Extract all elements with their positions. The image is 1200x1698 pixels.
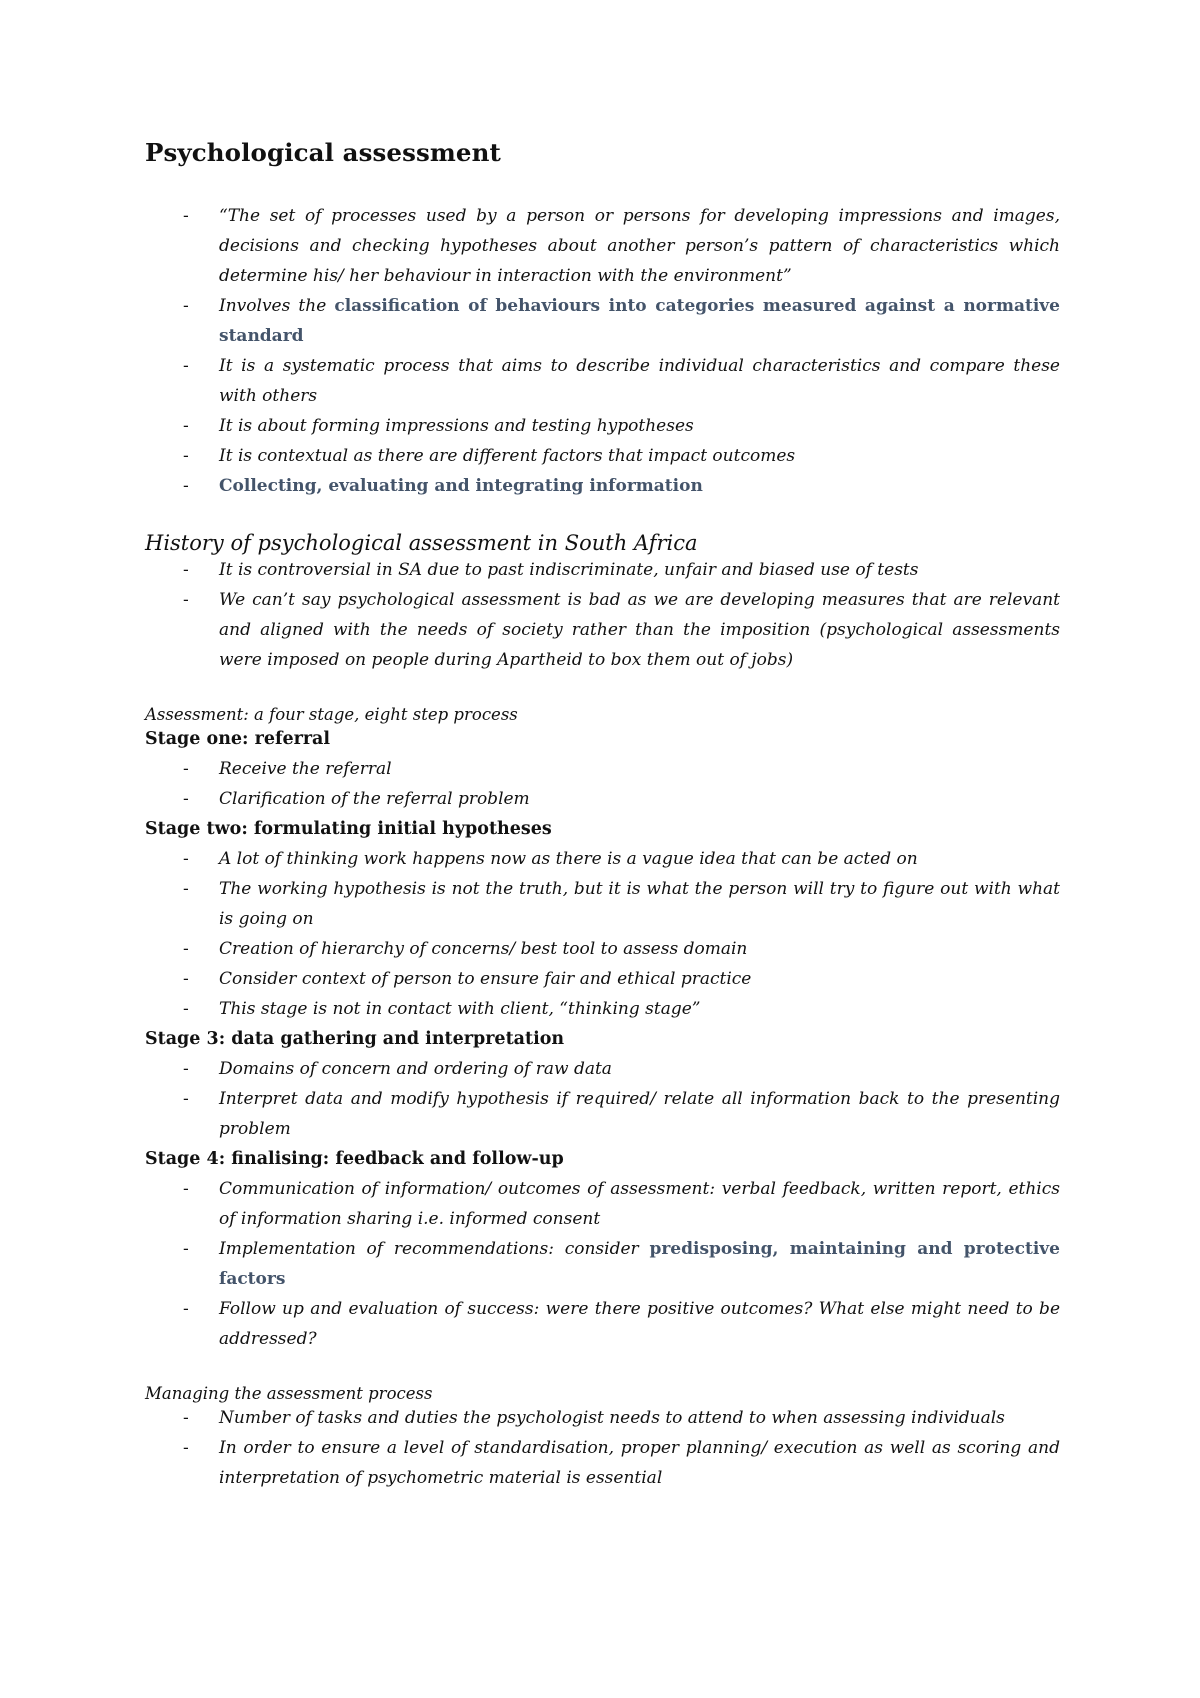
list-item: - Follow up and evaluation of success: were there positive outcomes? What else might need to be addressed?	[183, 1299, 1060, 1349]
section-heading-process: Assessment: a four stage, eight step process	[145, 705, 518, 724]
list-item: - Receive the referral	[183, 759, 392, 779]
managing-list	[145, 1403, 1060, 1493]
highlighted-text: predisposing, maintaining and protective factors	[219, 1239, 1060, 1289]
list-item: - It is a systematic process that aims to describe individual characteristics and compare these with others	[183, 356, 1060, 406]
highlighted-text: Collecting, evaluating and integrating information	[219, 476, 703, 496]
list-item: - Implementation of recommendations: consider predisposing, maintaining and protective factors	[183, 1239, 1060, 1289]
list-item: - “The set of processes used by a person or persons for developing impressions and images, decisions and checking hypotheses about another person’s pattern of characteristics which determine his/ her behaviour in interaction with the environment”	[183, 206, 1060, 286]
stage-four-list	[145, 1174, 1060, 1354]
stage-two-list	[145, 844, 1060, 1024]
section-heading-history: History of psychological assessment in South Africa	[145, 531, 698, 555]
page-title: Psychological assessment	[145, 138, 501, 167]
section-heading-managing: Managing the assessment process	[145, 1384, 433, 1403]
list-item: - Clarification of the referral problem	[183, 789, 530, 809]
stage-three-heading: Stage 3: data gathering and interpretation	[145, 1029, 565, 1049]
list-item: - It is contextual as there are different factors that impact outcomes	[183, 446, 796, 466]
list-item: - Domains of concern and ordering of raw data	[183, 1059, 612, 1079]
list-item: - Communication of information/ outcomes of assessment: verbal feedback, written report, ethics of information sharing i.e. informed consent	[183, 1179, 1060, 1229]
list-item: - Collecting, evaluating and integrating information	[183, 476, 703, 496]
stage-one-list	[145, 754, 1060, 814]
intro-list	[145, 201, 1060, 501]
list-item: - It is controversial in SA due to past indiscriminate, unfair and biased use of tests	[183, 560, 919, 580]
stage-two-heading: Stage two: formulating initial hypotheses	[145, 819, 552, 839]
highlighted-text: classification of behaviours into categories measured against a normative standard	[219, 296, 1060, 346]
list-item: - A lot of thinking work happens now as there is a vague idea that can be acted on	[183, 849, 918, 869]
list-item: - Involves the classification of behaviours into categories measured against a normative standard	[183, 296, 1060, 346]
list-item: - It is about forming impressions and testing hypotheses	[183, 416, 694, 436]
list-item: - Interpret data and modify hypothesis if required/ relate all information back to the presenting problem	[183, 1089, 1060, 1139]
list-item: - This stage is not in contact with client, “thinking stage”	[183, 999, 701, 1019]
document-page	[145, 138, 1060, 1493]
stage-three-list	[145, 1054, 1060, 1144]
list-item: - Creation of hierarchy of concerns/ best tool to assess domain	[183, 939, 748, 959]
list-item: - In order to ensure a level of standardisation, proper planning/ execution as well as scoring and interpretation of psychometric material is essential	[183, 1438, 1060, 1488]
list-item: - Consider context of person to ensure fair and ethical practice	[183, 969, 752, 989]
list-item: - Number of tasks and duties the psychologist needs to attend to when assessing individuals	[183, 1408, 1005, 1428]
list-item: - The working hypothesis is not the truth, but it is what the person will try to figure out with what is going on	[183, 879, 1060, 929]
history-list	[145, 555, 1060, 675]
stage-four-heading: Stage 4: finalising: feedback and follow-up	[145, 1149, 564, 1169]
stage-one-heading: Stage one: referral	[145, 729, 331, 749]
list-item: - We can’t say psychological assessment is bad as we are developing measures that are relevant and aligned with the needs of society rather than the imposition (psychological assessments were imposed on people during Apartheid to box them out of jobs)	[183, 590, 1060, 670]
